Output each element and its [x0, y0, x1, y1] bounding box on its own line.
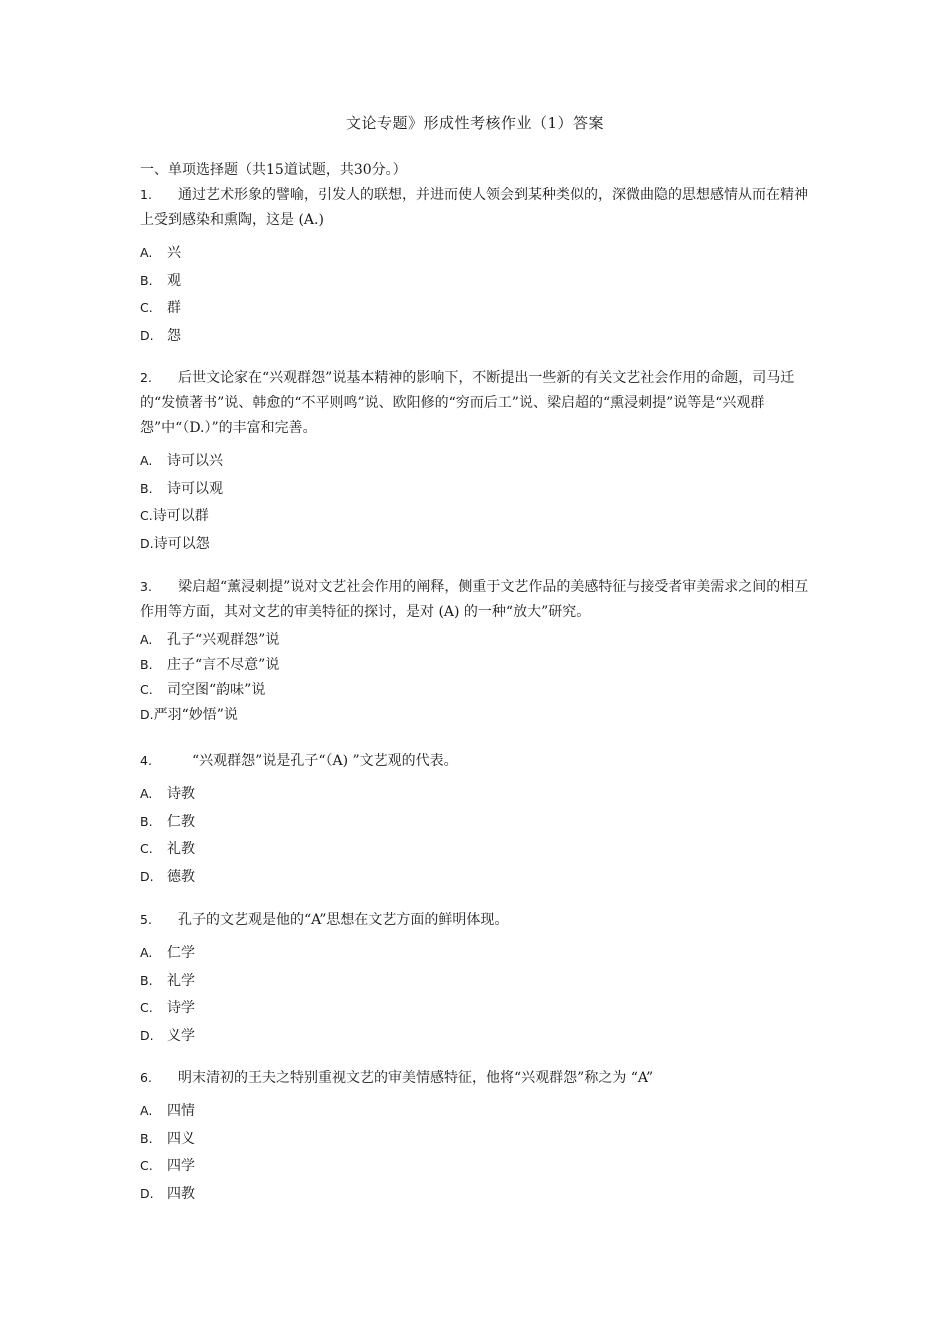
option-a: A. 兴 — [140, 245, 181, 261]
question-number: 5. — [140, 912, 152, 927]
option-d: D.诗可以怨 — [140, 535, 210, 552]
question-stem — [140, 182, 816, 233]
option-c: C. 司空图“韵味”说 — [140, 682, 266, 698]
option-list — [140, 939, 816, 1049]
question-text: 孔子的文艺观是他的“A”思想在文艺方面的鲜明体现。 — [178, 912, 509, 928]
option-b: B. 仁教 — [140, 813, 195, 830]
question-4 — [140, 748, 816, 890]
option-a: A. 仁学 — [140, 945, 195, 961]
option-c: C. 群 — [140, 300, 181, 316]
question-number: 3. — [140, 579, 152, 594]
option-a: A. 孔子“兴观群怨”说 — [140, 632, 280, 648]
question-1 — [140, 182, 816, 349]
option-d: D. 义学 — [140, 1027, 195, 1044]
option-d: D. 四教 — [140, 1185, 195, 1202]
option-c: C.诗可以群 — [140, 508, 209, 524]
option-list — [140, 447, 816, 557]
question-stem — [140, 907, 816, 933]
question-2 — [140, 365, 816, 557]
option-b: B. 礼学 — [140, 972, 195, 989]
option-c: C. 诗学 — [140, 1000, 195, 1016]
option-a: A. 四情 — [140, 1103, 195, 1119]
question-number: 4. — [140, 753, 152, 768]
question-text: 明末清初的王夫之特别重视文艺的审美情感特征，他将“兴观群怨”称之为 “A” — [178, 1070, 654, 1086]
question-stem — [140, 365, 816, 441]
question-stem — [140, 574, 816, 625]
option-c: C. 礼教 — [140, 841, 195, 857]
question-stem — [140, 1065, 816, 1091]
option-d: D.严羽“妙悟”说 — [140, 707, 238, 723]
option-a: A. 诗可以兴 — [140, 453, 223, 469]
option-list — [140, 780, 816, 890]
option-list — [140, 239, 816, 349]
option-list — [140, 1097, 816, 1207]
question-6 — [140, 1065, 816, 1207]
option-d: D. 德教 — [140, 868, 195, 885]
option-d: D. 怨 — [140, 327, 181, 344]
question-text: 梁启超“薰浸刺提”说对文艺社会作用的阐释，侧重于文艺作品的美感特征与接受者审美需求之间的相互作用等方面，其对文艺的审美特征的探讨，是对 (A) 的一种“放大”研究。 — [140, 579, 809, 620]
option-c: C. 四学 — [140, 1158, 195, 1174]
section-heading: 一、单项选择题（共15道试题，共30分。） — [140, 162, 407, 178]
option-a: A. 诗教 — [140, 786, 195, 802]
option-b: B. 诗可以观 — [140, 480, 223, 497]
option-b: B. 四义 — [140, 1130, 195, 1147]
question-stem — [140, 748, 816, 774]
question-number: 1. — [140, 187, 152, 202]
question-3 — [140, 574, 816, 727]
question-number: 2. — [140, 370, 152, 385]
question-text: 通过艺术形象的譬喻，引发人的联想，并进而使人领会到某种类似的，深微曲隐的思想感情从而在精神上受到感染和熏陶，这是 (A.) — [140, 187, 808, 228]
question-5 — [140, 907, 816, 1049]
question-number: 6. — [140, 1070, 152, 1085]
option-b: B. 观 — [140, 272, 181, 289]
document-title: 文论专题》形成性考核作业（1）答案 — [345, 114, 605, 132]
question-text: “兴观群怨”说是孔子“（A) ”文艺观的代表。 — [192, 753, 458, 769]
option-list — [140, 627, 816, 727]
option-b: B. 庄子“言不尽意”说 — [140, 657, 280, 673]
question-text: 后世文论家在“兴观群怨”说基本精神的影响下，不断提出一些新的有关文艺社会作用的命题，司马迁的“发愤著书”说、韩愈的“不平则鸣”说、欧阳修的“穷而后工”说、梁启超的“熏浸刺提”说等是“兴观群怨”中“（D.）”的丰富和完善。 — [140, 370, 795, 436]
